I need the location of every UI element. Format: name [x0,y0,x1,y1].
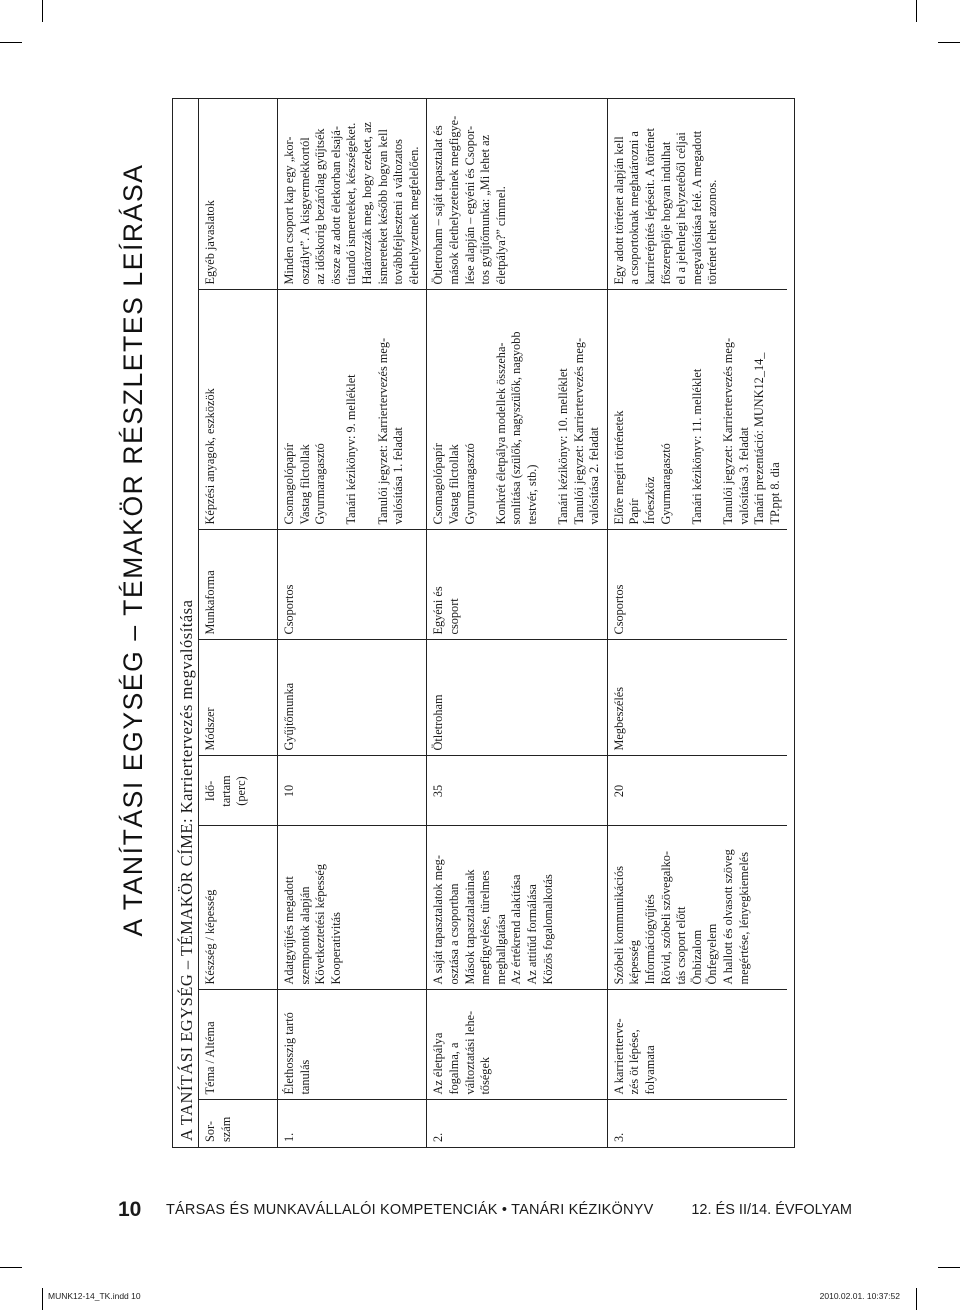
table-row [427,99,608,1147]
row-notes: Ötletroham – saját tapasztalat és mások élethelyzeteinek megfigye- lése alapján – egyéni és Csopor- tos gyűjtőmunka: „Mi lehet az életpálya?” címmel. [427,99,608,290]
row-materials: Csomagolópapír Vastag filctollak Gyurmaragasztó Konkrét életpálya modellek összeha- sonlítása (szülők, nagyszülők, nagyobb testvér, stb.) Tanári kézikönyv: 10. melléklet Tanulói jegyzet: Karriertervezés meg- valósítása 2. feladat [427,290,608,530]
header-skill: Készség / képesség [199,826,278,990]
table-row [278,99,427,1147]
table-header-row [199,99,278,1147]
lesson-table [199,99,787,1147]
slug-datetime: 2010.02.01. 10:37:52 [819,1291,900,1301]
row-notes: Egy adott történet alapján kell a csoportoknak meghatározni a karrierépítés lépéseit. A történet főszereplője hogyan indulhat el a jelenlegi helyzetéből céljai megvalósítása felé. A megadott történet lehet azonos. [607,99,787,290]
slug-file: MUNK12-14_TK.indd 10 [48,1291,141,1301]
unit-title: A TANÍTÁSI EGYSÉG – TÉMAKÖR CÍME: Karriertervezés megvalósítása [173,99,199,1147]
header-topic: Téma / Altéma [199,990,278,1100]
row-form: Csoportos [278,530,427,640]
row-time: 35 [427,756,608,826]
row-time: 20 [607,756,787,826]
row-num: 1. [278,1100,427,1147]
running-footer-title: TÁRSAS ÉS MUNKAVÁLLALÓI KOMPETENCIÁK • TANÁRI KÉZIKÖNYV [166,1202,654,1218]
row-method: Megbeszélés [607,640,787,756]
row-topic: Az életpálya fogalma, a változtatási lehe- tőségek [427,990,608,1100]
row-skill: Szóbeli kommunikációs képesség Információgyűjtés Rövid, szóbeli szövegalko- tás csoport előtt Önbizalom Önfegyelem A hallott és olvasott szöveg megértése, lényegkiemelés [607,826,787,990]
page-number: 10 [118,1198,142,1221]
row-skill: A saját tapasztalatok meg- osztása a csoportban Mások tapasztalatainak megfigyelése, türelmes meghallgatása Az értékrend alakítása Az attitűd formálása Közös fogalomalkotás [427,826,608,990]
header-form: Munkaforma [199,530,278,640]
row-topic: Élethosszig tartó tanulás [278,990,427,1100]
header-notes: Egyéb javaslatok [199,99,278,290]
page-title: A TANÍTÁSI EGYSÉG – TÉMAKÖR RÉSZLETES LEÍRÁSA [118,163,148,937]
lesson-unit-box [172,98,795,1148]
header-method: Módszer [199,640,278,756]
header-materials: Képzési anyagok, eszközök [199,290,278,530]
header-time: Idő- tartam (perc) [199,756,278,826]
row-topic: A karriertterve- zés öt lépése, folyamata [607,990,787,1100]
row-num: 3. [611,1132,626,1142]
running-footer-grade: 12. ÉS II/14. ÉVFOLYAM [691,1202,852,1218]
table-row [607,99,787,1147]
header-num: Sor- szám [199,1100,278,1147]
row-form: Egyéni és csoport [427,530,608,640]
row-materials: Csomagolópapír Vastag filctollak Gyurmaragasztó Tanári kézikönyv: 9. melléklet Tanulói jegyzet: Karriertervezés meg- valósítása 1. feladat [278,290,427,530]
row-form: Csoportos [607,530,787,640]
row-method: Ötletroham [427,640,608,756]
row-method: Gyűjtőmunka [278,640,427,756]
row-skill: Adatgyűjtés megadott szempontok alapján Következtetési képesség Kooperativitás [278,826,427,990]
row-notes: Minden csoport kap egy „kor- osztályt”. A kisgyermekkortól az időskorig bezárólag gyűjtsék össze az adott életkorban elsajá- títandó ismereteket, készségeket. Határozzák meg, hogy ezeket, az ismereteket később hogyan kell továbbfejleszteni a változatos élethelyzetnek megfelelően. [278,99,427,290]
row-time: 10 [278,756,427,826]
row-num: 2. [427,1100,608,1147]
row-materials: Előre megírt történetek Papír Íróeszköz Gyurmaragasztó Tanári kézikönyv: 11. melléklet Tanulói jegyzet: Karriertervezés meg- valósítása 3. feladat Tanári prezentáció: MUNK12_14_ TP.ppt 8. dia [607,290,787,530]
